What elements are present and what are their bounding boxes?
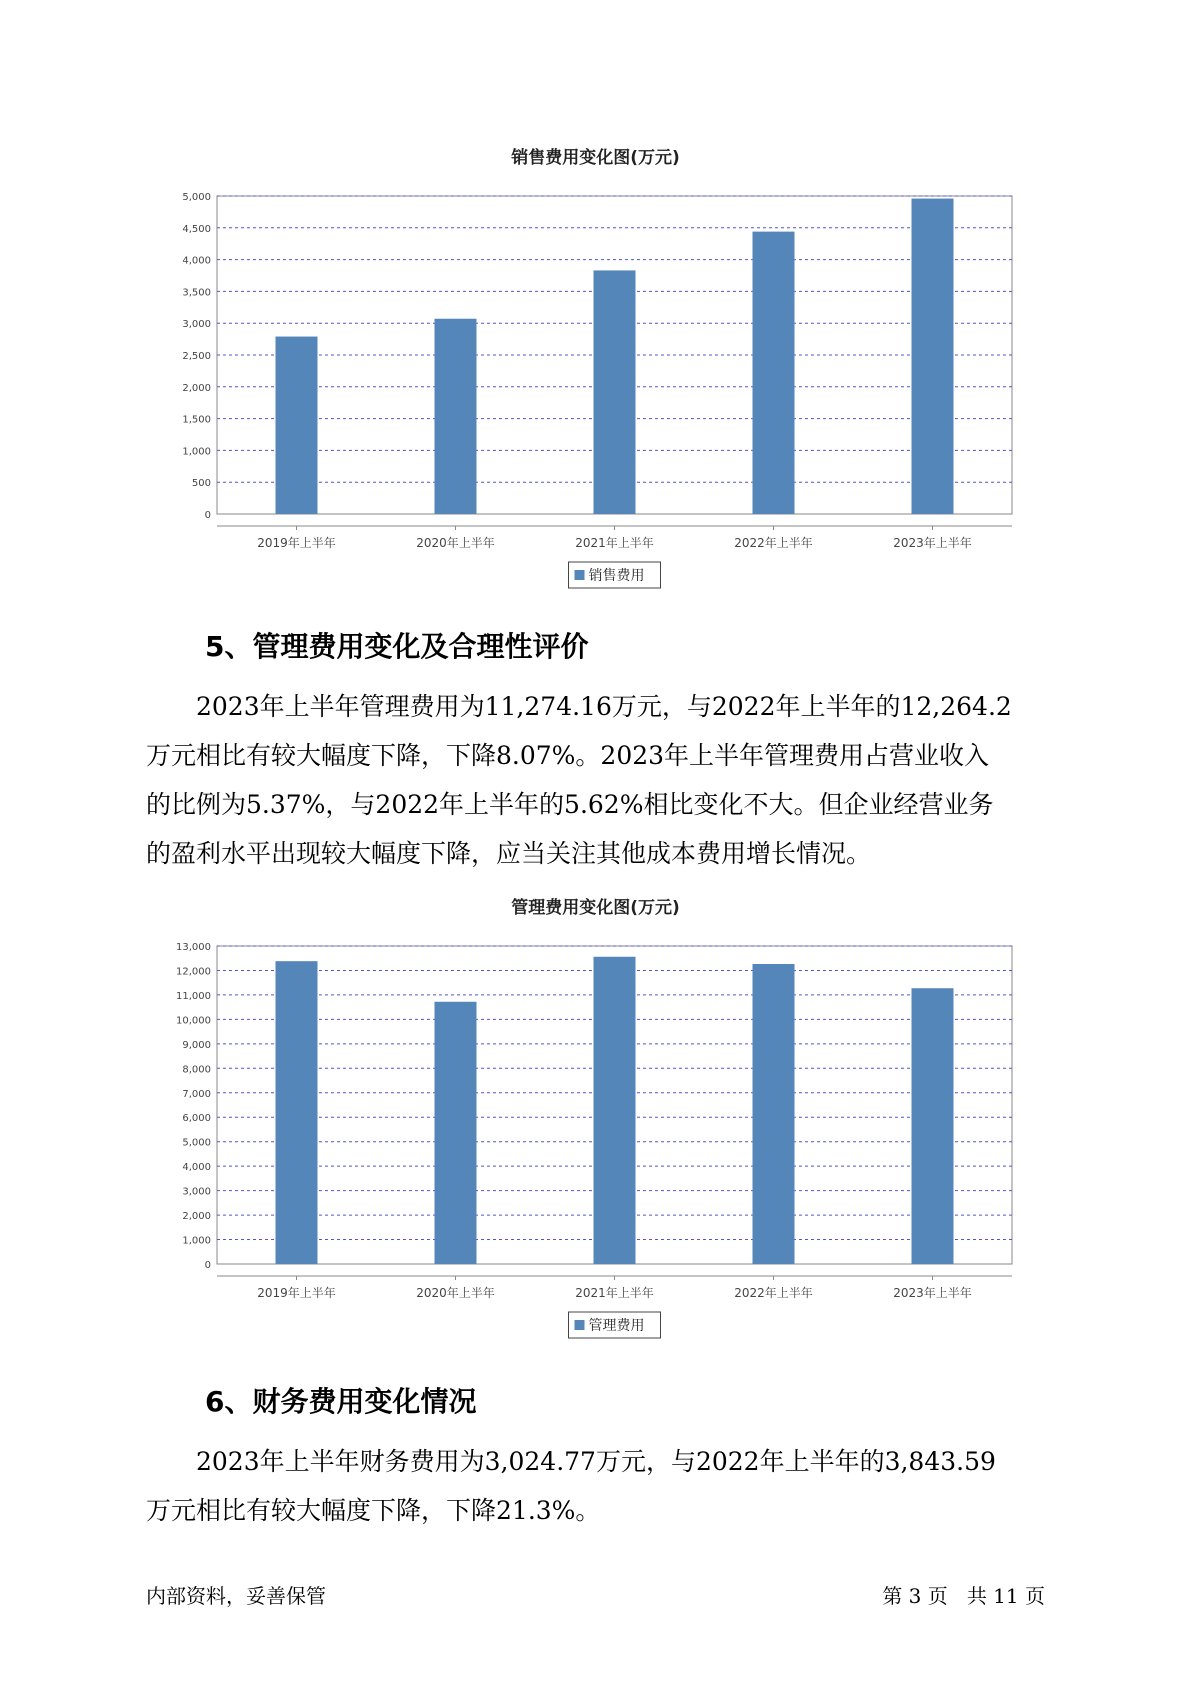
paragraph-line: 的盈利水平出现较大幅度下降，应当关注其他成本费用增长情况。 — [146, 839, 872, 868]
x-tick-label: 2020年上半年 — [416, 1286, 495, 1300]
paragraph-line: 万元相比有较大幅度下降，下降8.07%。2023年上半年管理费用占营业收入 — [146, 741, 990, 770]
y-tick-label: 6,000 — [182, 1113, 211, 1125]
x-tick-label: 2019年上半年 — [257, 1286, 336, 1300]
y-tick-label: 1,000 — [182, 446, 211, 458]
y-tick-label: 2,000 — [182, 382, 211, 394]
y-tick-label: 0 — [204, 1260, 211, 1271]
legend-label: 销售费用 — [588, 568, 645, 584]
bar — [435, 319, 477, 514]
bar — [753, 232, 795, 514]
y-tick-label: 2,000 — [182, 1211, 211, 1223]
y-tick-label: 7,000 — [182, 1088, 211, 1100]
x-tick-label: 2021年上半年 — [575, 536, 654, 550]
bar — [276, 961, 318, 1264]
legend-swatch — [575, 1320, 585, 1330]
x-tick-label: 2022年上半年 — [734, 1286, 813, 1300]
y-tick-label: 5,000 — [182, 192, 211, 203]
x-tick-label: 2022年上半年 — [734, 536, 813, 550]
paragraph-line: 2023年上半年管理费用为11,274.16万元，与2022年上半年的12,264.2 — [196, 692, 1012, 721]
legend-label: 管理费用 — [588, 1318, 645, 1334]
x-tick-label: 2023年上半年 — [893, 536, 972, 550]
legend-swatch — [575, 570, 585, 580]
bar — [594, 957, 636, 1264]
sales-expense-chart-svg — [0, 180, 1191, 590]
paragraph — [146, 1437, 1061, 1535]
admin-expense-chart-svg — [0, 930, 1191, 1340]
bar — [912, 199, 954, 514]
y-tick-label: 5,000 — [182, 1137, 211, 1149]
y-tick-label: 10,000 — [176, 1015, 211, 1027]
bar — [912, 988, 954, 1264]
section-heading: 5、管理费用变化及合理性评价 — [205, 630, 589, 663]
y-tick-label: 12,000 — [176, 966, 211, 978]
y-tick-label: 4,000 — [182, 1162, 211, 1174]
y-tick-label: 13,000 — [176, 942, 211, 953]
x-tick-label: 2021年上半年 — [575, 1286, 654, 1300]
footer-page-number: 第 3 页 共 11 页 — [882, 1584, 1045, 1608]
y-tick-label: 3,000 — [182, 319, 211, 331]
section-heading: 6、财务费用变化情况 — [205, 1385, 477, 1418]
chart-title: 销售费用变化图(万元) — [511, 148, 680, 168]
y-tick-label: 8,000 — [182, 1064, 211, 1076]
paragraph-line: 万元相比有较大幅度下降，下降21.3%。 — [146, 1496, 601, 1525]
y-tick-label: 0 — [204, 510, 211, 521]
sales-expense-chart — [0, 180, 1191, 590]
y-tick-label: 1,500 — [182, 414, 211, 426]
y-tick-label: 2,500 — [182, 351, 211, 362]
x-tick-label: 2019年上半年 — [257, 536, 336, 550]
bar — [435, 1002, 477, 1264]
admin-expense-chart — [0, 930, 1191, 1340]
y-tick-label: 3,000 — [182, 1186, 211, 1198]
chart-title: 管理费用变化图(万元) — [511, 898, 680, 918]
y-tick-label: 3,500 — [182, 287, 211, 299]
bar — [276, 337, 318, 514]
y-tick-label: 500 — [191, 478, 211, 490]
y-tick-label: 4,000 — [182, 255, 211, 267]
paragraph — [146, 682, 1061, 878]
x-tick-label: 2023年上半年 — [893, 1286, 972, 1300]
y-tick-label: 11,000 — [176, 990, 211, 1002]
y-tick-label: 1,000 — [182, 1235, 211, 1247]
y-tick-label: 4,500 — [182, 223, 211, 235]
paragraph-line: 的比例为5.37%，与2022年上半年的5.62%相比变化不大。但企业经营业务 — [146, 790, 994, 819]
bar — [753, 964, 795, 1264]
x-tick-label: 2020年上半年 — [416, 536, 495, 550]
footer-confidential-note: 内部资料，妥善保管 — [146, 1584, 326, 1608]
y-tick-label: 9,000 — [182, 1039, 211, 1051]
paragraph-line: 2023年上半年财务费用为3,024.77万元，与2022年上半年的3,843.59 — [196, 1447, 996, 1476]
bar — [594, 270, 636, 514]
